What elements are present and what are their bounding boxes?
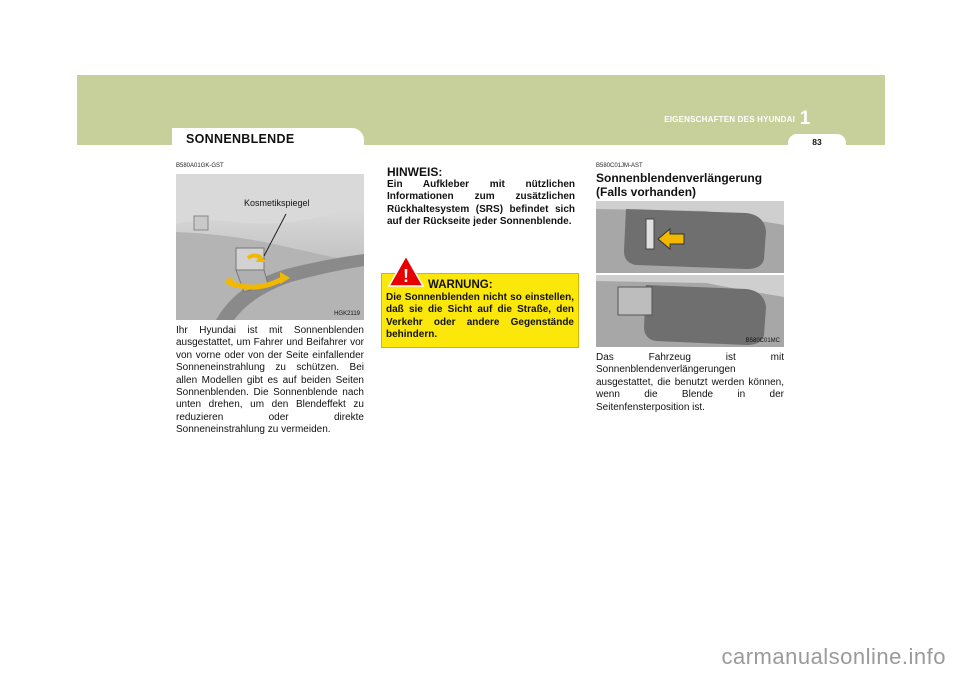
right-heading: Sonnenblendenverlängerung (Falls vorhanden)	[596, 171, 763, 199]
note-title: HINWEIS:	[387, 165, 443, 179]
visor-extension-illustration-2	[596, 275, 784, 347]
right-code: B580C01JM-AST	[596, 163, 643, 169]
warning-triangle-icon	[388, 255, 424, 287]
section-tab	[172, 128, 364, 148]
note-text: Ein Aufkleber mit nützlichen Informationen zum zusätzlichen Rückhaltesystem (SRS) befindet sich auf der Rückseite jeder Sonnenblende.	[387, 179, 575, 228]
left-code: B580A01GK-GST	[176, 163, 224, 169]
warning-symbol: !	[403, 266, 409, 286]
page-number: 83	[788, 134, 846, 149]
sun-visor-illustration	[176, 174, 364, 320]
watermark: carmanualsonline.info	[721, 644, 946, 669]
visor-extension-photo-1	[596, 201, 784, 273]
sun-visor-photo	[176, 174, 364, 320]
photo-label-kosmetikspiegel: Kosmetikspiegel	[244, 198, 310, 208]
chapter-number: 1	[799, 108, 811, 129]
chapter-title: EIGENSCHAFTEN DES HYUNDAI	[664, 115, 795, 124]
right-photo-code: B580C01MC	[745, 338, 780, 344]
warning-title: WARNUNG:	[428, 279, 493, 291]
visor-extension-photo-2	[596, 275, 784, 347]
left-photo-code: HGK2119	[334, 311, 360, 317]
right-paragraph: Das Fahrzeug ist mit Sonnenblendenverlängerungen ausgestattet, die benutzt werden können, wenn die Blende in der Seitenfensterposition ist.	[596, 352, 784, 413]
section-title: SONNENBLENDE	[186, 132, 295, 146]
warning-text: Die Sonnenblenden nicht so einstellen, daß sie die Sicht auf die Straße, den Verkehr oder andere Gegenstände behindern.	[386, 292, 574, 341]
visor-extension-illustration-1	[596, 201, 784, 273]
left-paragraph: Ihr Hyundai ist mit Sonnenblenden ausgestattet, um Fahrer und Beifahrer vor von vorne oder von der Seite einfallender Sonneneinstrahlung zu schützen. Bei allen Modellen gibt es auf beiden Seiten Sonnenblenden. Die Sonnenblende nach unten drehen, um den Blendeffekt zu reduzieren oder direkte Sonneneinstrahlung zu vermeiden.	[176, 325, 364, 436]
